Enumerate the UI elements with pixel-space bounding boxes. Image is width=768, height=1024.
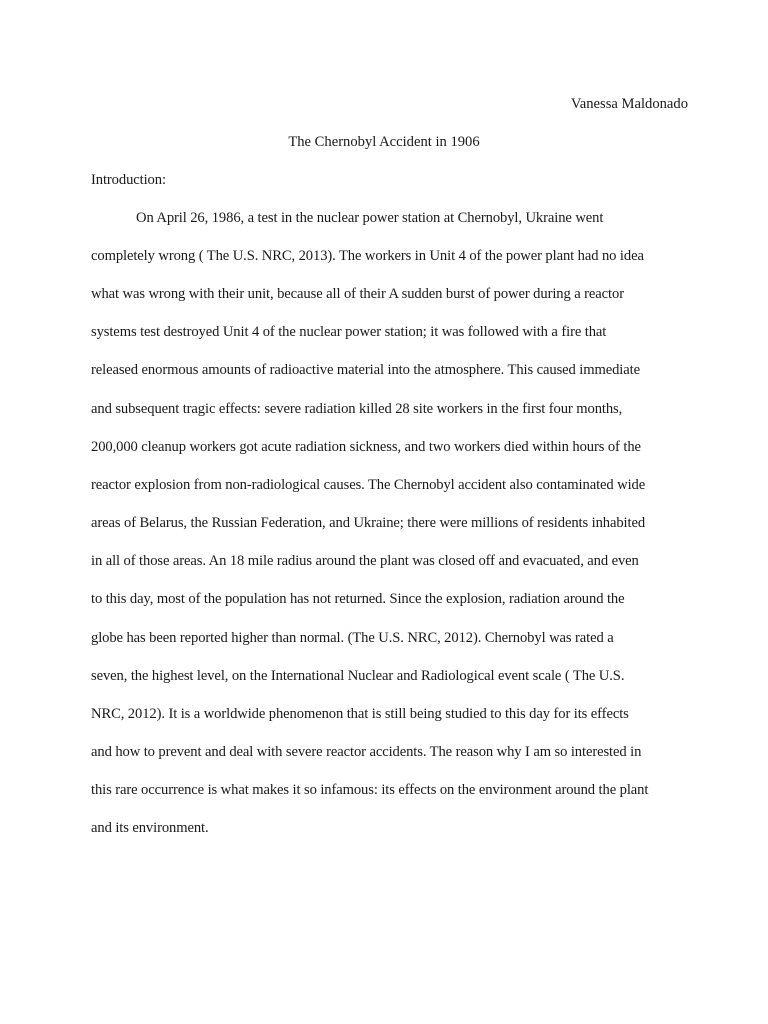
body-line: seven, the highest level, on the International Nuclear and Radiological event scale ( The U.S. [91, 668, 625, 684]
document-title: The Chernobyl Accident in 1906 [288, 134, 480, 150]
body-line: in all of those areas. An 18 mile radius around the plant was closed off and evacuated, and even [91, 553, 639, 569]
body-line: released enormous amounts of radioactive material into the atmosphere. This caused immediate [91, 362, 640, 378]
body-line: 200,000 cleanup workers got acute radiation sickness, and two workers died within hours of the [91, 439, 641, 455]
body-line: to this day, most of the population has not returned. Since the explosion, radiation around the [91, 591, 625, 607]
body-line: completely wrong ( The U.S. NRC, 2013). The workers in Unit 4 of the power plant had no idea [91, 248, 644, 264]
body-line: what was wrong with their unit, because all of their A sudden burst of power during a reactor [91, 286, 624, 302]
body-line: On April 26, 1986, a test in the nuclear power station at Chernobyl, Ukraine went [136, 210, 604, 226]
section-heading: Introduction: [91, 172, 166, 188]
body-line: NRC, 2012). It is a worldwide phenomenon that is still being studied to this day for its effects [91, 706, 629, 722]
body-line: globe has been reported higher than normal. (The U.S. NRC, 2012). Chernobyl was rated a [91, 630, 614, 646]
body-line: reactor explosion from non-radiological causes. The Chernobyl accident also contaminated wide [91, 477, 646, 493]
body-line: systems test destroyed Unit 4 of the nuclear power station; it was followed with a fire that [91, 324, 607, 340]
author-name: Vanessa Maldonado [570, 96, 688, 112]
body-line: areas of Belarus, the Russian Federation, and Ukraine; there were millions of residents inhabited [91, 515, 646, 531]
body-line: this rare occurrence is what makes it so infamous: its effects on the environment around the plant [91, 782, 649, 798]
body-line: and subsequent tragic effects: severe radiation killed 28 site workers in the first four months, [91, 401, 623, 417]
body-line: and how to prevent and deal with severe reactor accidents. The reason why I am so interested in [91, 744, 642, 760]
body-line: and its environment. [91, 820, 209, 836]
